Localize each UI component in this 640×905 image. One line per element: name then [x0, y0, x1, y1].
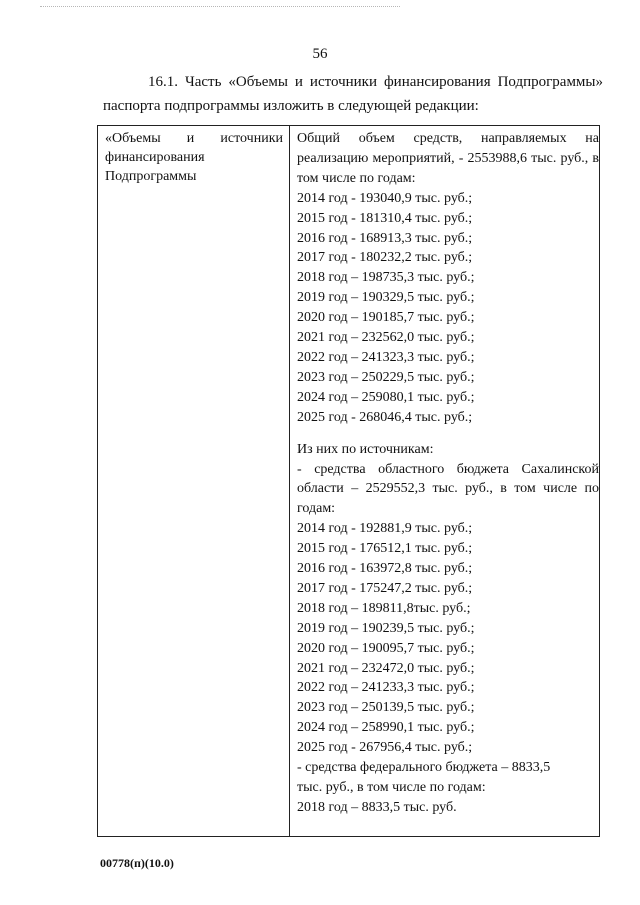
- year-amount-line: 2016 год - 163972,8 тыс. руб.;: [297, 561, 473, 577]
- year-amount-line: 2017 год - 175247,2 тыс. руб.;: [297, 580, 473, 596]
- year-amount-line: 2020 год – 190185,7 тыс. руб.;: [297, 310, 475, 326]
- total-funding-text: Общий объем средств, направляемых на реализацию мероприятий, - 2553988,6 тыс. руб., в том числе по годам:: [297, 131, 599, 186]
- year-amount-line: 2014 год - 193040,9 тыс. руб.;: [297, 190, 473, 206]
- year-amount-line: 2021 год – 232472,0 тыс. руб.;: [297, 660, 475, 676]
- table-left-cell: «Объемы и источники финансирования Подпрограммы: [105, 131, 283, 184]
- year-amount-line: 2024 год – 258990,1 тыс. руб.;: [297, 720, 475, 736]
- table-right-cell: [297, 129, 599, 818]
- year-amount-line: 2021 год – 232562,0 тыс. руб.;: [297, 330, 475, 346]
- intro-line-2: паспорта подпрограммы изложить в следующей редакции:: [103, 98, 479, 114]
- year-amount-line: 2015 год - 181310,4 тыс. руб.;: [297, 210, 473, 226]
- year-amount-line: 2022 год – 241233,3 тыс. руб.;: [297, 680, 475, 696]
- year-amount-line: 2017 год - 180232,2 тыс. руб.;: [297, 250, 473, 266]
- year-amount-line: 2016 год - 168913,3 тыс. руб.;: [297, 230, 473, 246]
- year-amount-line: 2019 год – 190329,5 тыс. руб.;: [297, 290, 475, 306]
- year-amount-line: 2023 год – 250139,5 тыс. руб.;: [297, 700, 475, 716]
- sources-heading: Из них по источникам:: [297, 441, 434, 457]
- total-years-list: [297, 189, 599, 428]
- regional-budget-text: - средства областного бюджета Сахалинской области – 2529552,3 тыс. руб., в том числе по годам:: [297, 461, 599, 517]
- year-amount-line: 2025 год - 268046,4 тыс. руб.;: [297, 409, 473, 425]
- year-amount-line: 2022 год – 241323,3 тыс. руб.;: [297, 349, 475, 365]
- page-number: 56: [312, 46, 328, 62]
- year-amount-line: 2023 год – 250229,5 тыс. руб.;: [297, 369, 475, 385]
- intro-line-1: 16.1. Часть «Объемы и источники финансирования Подпрограммы»: [148, 74, 603, 90]
- regional-years-list: [297, 519, 599, 758]
- year-amount-line: 2015 год - 176512,1 тыс. руб.;: [297, 541, 473, 557]
- federal-budget-line-1: - средства федерального бюджета – 8833,5: [297, 760, 551, 776]
- scan-top-marks: [40, 6, 400, 11]
- year-amount-line: 2024 год – 259080,1 тыс. руб.;: [297, 389, 475, 405]
- year-amount-line: 2018 год – 198735,3 тыс. руб.;: [297, 270, 475, 286]
- year-amount-line: 2019 год – 190239,5 тыс. руб.;: [297, 620, 475, 636]
- year-amount-line: 2018 год – 189811,8тыс. руб.;: [297, 600, 471, 616]
- footer-code: 00778(п)(10.0): [100, 856, 174, 870]
- year-amount-line: 2020 год – 190095,7 тыс. руб.;: [297, 640, 475, 656]
- year-amount-line: 2014 год - 192881,9 тыс. руб.;: [297, 521, 473, 537]
- table-column-divider: [289, 125, 290, 837]
- year-amount-line: 2025 год - 267956,4 тыс. руб.;: [297, 740, 473, 756]
- federal-budget-line-2: тыс. руб., в том числе по годам:: [297, 780, 486, 795]
- federal-years-list: [297, 798, 599, 818]
- year-amount-line: 2018 год – 8833,5 тыс. руб.: [297, 799, 457, 815]
